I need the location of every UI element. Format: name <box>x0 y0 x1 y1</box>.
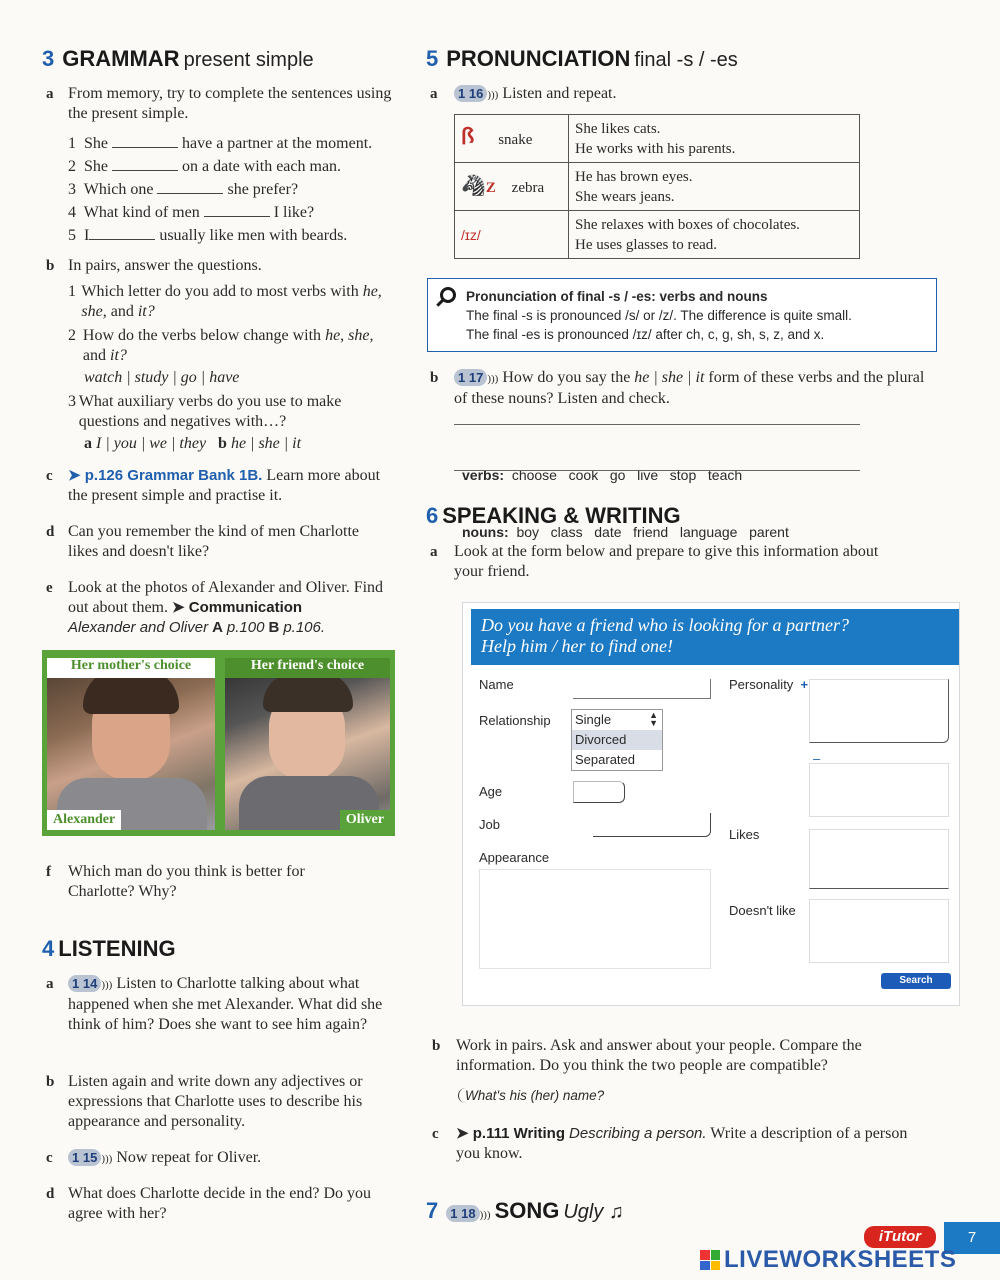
audio-1-17[interactable]: 1 17 <box>454 369 487 386</box>
sentence-3: 3 Which one she prefer? <box>68 181 299 198</box>
relationship-select[interactable] <box>571 709 663 771</box>
zebra-icon: 🦓 <box>461 174 486 197</box>
label-age: Age <box>479 784 503 799</box>
table-row: ꟗ snake She likes cats. He works with his parents. <box>455 115 860 163</box>
exercise-6b: b Work in pairs. Ask and answer about your people. Compare the information. Do you think the two people are compatible? <box>432 1037 862 1074</box>
exercise-4a: a 1 14 ))) Listen to Charlotte talking about what happened when she met Alexander. What did she think of him? Does she want to see him again? <box>46 975 383 1033</box>
sentence-5: 5 I usually like men with beards. <box>68 227 348 244</box>
option-single[interactable]: Single <box>575 712 612 727</box>
exercise-5b: b 1 17 ))) How do you say the he | she | it form of these verbs and the plural of these nouns? Listen and check. <box>430 369 925 407</box>
blank-2[interactable] <box>112 170 178 171</box>
photo-alexander <box>47 658 215 830</box>
name-field[interactable] <box>573 679 711 699</box>
exercise-3c: c ➤ p.126 Grammar Bank 1B. Learn more about the present simple and practise it. <box>46 467 381 504</box>
pronunciation-tip-box: Pronunciation of final -s / -es: verbs and nouns The final -s is pronounced /s/ or /z/. The difference is quite small. The final -es is pronounced /ɪz/ after ch, c, g, sh, s, z, and x. <box>427 278 937 352</box>
exercise-4b: b Listen again and write down any adjectives or expressions that Charlotte uses to describe his appearance and personality. <box>46 1073 363 1130</box>
exercise-3b-questions: 1 Which letter do you add to most verbs with he, she, and it? 2 How do the verbs below change with he, she, and it? watch | study | go | have 3 What auxiliary verbs do you use to make questions and negatives with…? a I | you | we | they b he | she | it <box>68 283 382 452</box>
exercise-3a-items <box>68 132 408 247</box>
minus-sign: – <box>813 751 821 766</box>
audio-1-15[interactable]: 1 15 <box>68 1149 101 1166</box>
name-label-oliver: Oliver <box>340 810 390 830</box>
label-relationship: Relationship <box>479 713 551 728</box>
select-arrows-icon: ▲ ▼ <box>649 710 658 728</box>
exercise-3e: e Look at the photos of Alexander and Oliver. Find out about them. ➤ Communication Alexander and Oliver A p.100 B p.106. <box>46 579 384 636</box>
exercise-6c: c ➤ p.111 Writing Describing a person. Write a description of a person you know. <box>432 1125 908 1162</box>
grammar-bank-link[interactable]: p.126 Grammar Bank 1B. <box>84 467 263 484</box>
photo-oliver <box>225 658 390 830</box>
word-list: verbs: choose cook go live stop teach nouns: boy class date friend language parent <box>462 467 789 540</box>
sentence-2: 2 She on a date with each man. <box>68 158 342 175</box>
appearance-field[interactable] <box>479 869 711 969</box>
blank-3[interactable] <box>157 193 223 194</box>
pronunciation-table <box>454 114 860 259</box>
caption-friends-choice: Her friend's choice <box>250 658 365 673</box>
exercise-3d: d Can you remember the kind of men Charlotte likes and doesn't like? <box>46 523 360 560</box>
option-divorced[interactable]: Divorced <box>572 730 662 750</box>
doesnt-like-field[interactable] <box>809 899 949 963</box>
section-6-heading: 6 SPEAKING & WRITING <box>426 503 681 528</box>
snake-icon: ꟗ <box>461 124 475 149</box>
exercise-6a: a Look at the form below and prepare to give this information about your friend. <box>430 543 879 580</box>
partner-form <box>462 602 960 1006</box>
blank-1[interactable] <box>112 147 178 148</box>
section-7-heading: 7 1 18 ))) SONG Ugly ♫ <box>426 1198 624 1223</box>
personality-minus-field[interactable] <box>809 763 949 817</box>
label-personality: Personality + <box>729 677 809 692</box>
label-appearance: Appearance <box>479 850 550 865</box>
page-number: 7 <box>944 1222 1000 1254</box>
sentence-4: 4 What kind of men I like? <box>68 204 315 221</box>
table-row: 🦓Z zebra He has brown eyes. She wears jeans. <box>455 163 860 211</box>
exercise-4c: c 1 15 ))) Now repeat for Oliver. <box>46 1149 262 1166</box>
audio-1-14[interactable]: 1 14 <box>68 975 101 992</box>
option-separated[interactable]: Separated <box>575 752 635 767</box>
personality-plus-field[interactable] <box>809 679 949 743</box>
audio-1-18[interactable]: 1 18 <box>446 1205 479 1222</box>
writing-link[interactable]: p.111 Writing <box>472 1125 565 1142</box>
sentence-1: 1 She have a partner at the moment. <box>68 135 373 152</box>
section-5-heading: 5 PRONUNCIATION final -s / -es <box>426 46 738 71</box>
exercise-5a: a 1 16 ))) Listen and repeat. <box>430 85 617 102</box>
caption-mothers-choice: Her mother's choice <box>70 658 192 673</box>
section-4-heading: 4 LISTENING <box>42 936 176 961</box>
blank-5[interactable] <box>89 239 155 240</box>
age-field[interactable] <box>573 781 625 803</box>
job-field[interactable] <box>593 813 711 837</box>
speech-bubble: What's his (her) name? <box>458 1088 604 1103</box>
exercise-3a: a From memory, try to complete the sentences using the present simple. <box>46 85 392 122</box>
label-name: Name <box>479 677 514 692</box>
blank-4[interactable] <box>204 216 270 217</box>
liveworksheets-brand: LIVEWORKSHEETS <box>724 1246 957 1273</box>
exercise-3f: f Which man do you think is better for Charlotte? Why? <box>46 863 305 900</box>
likes-field[interactable] <box>809 829 949 889</box>
exercise-4d: d What does Charlotte decide in the end? Do you agree with her? <box>46 1185 372 1222</box>
search-button[interactable]: Search <box>881 973 951 989</box>
audio-1-16[interactable]: 1 16 <box>454 85 487 102</box>
label-job: Job <box>479 817 500 832</box>
exercise-3b: b In pairs, answer the questions. <box>46 257 262 274</box>
liveworksheets-logo-icon <box>700 1250 720 1270</box>
itutor-badge[interactable]: iTutor <box>864 1226 936 1248</box>
form-header: Do you have a friend who is looking for a partner? Help him / her to find one! <box>471 609 959 665</box>
word-list-rule-bottom <box>454 470 860 471</box>
communication-link[interactable]: Communication <box>188 599 303 616</box>
name-label-alexander: Alexander <box>47 810 121 830</box>
label-doesnt-like: Doesn't like <box>729 903 796 918</box>
word-list-rule-top <box>454 424 860 425</box>
photo-panel <box>42 650 395 836</box>
section-3-heading: 3 GRAMMAR present simple <box>42 46 314 71</box>
table-row: /ɪz/ She relaxes with boxes of chocolates. He uses glasses to read. <box>455 211 860 259</box>
label-likes: Likes <box>729 827 760 842</box>
